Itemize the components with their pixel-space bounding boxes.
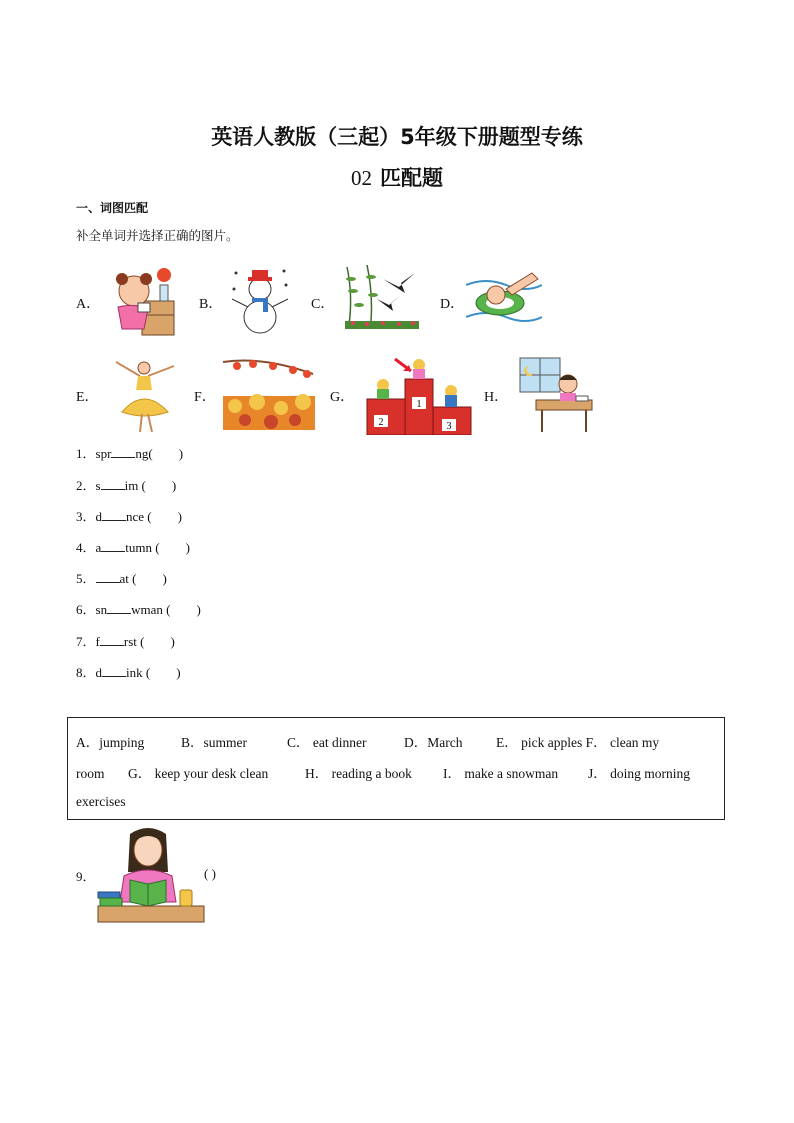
word-option: B．summer (181, 735, 247, 750)
word-bank-box (67, 717, 725, 820)
word-bank-line-3 (76, 794, 125, 810)
answer-blank[interactable] (100, 634, 124, 646)
answer-blank[interactable] (96, 571, 120, 583)
word-option: A．jumping (76, 735, 145, 750)
word-option: C． eat dinner (287, 735, 367, 750)
option-label-g: G． (330, 390, 355, 405)
instruction-text: 补全单词并选择正确的图片。 (76, 228, 239, 243)
question-6: 6．sn wman ( ) (76, 602, 201, 617)
word-option: H． reading a book (305, 766, 412, 781)
answer-blank[interactable] (107, 602, 131, 614)
option-label-c: C． (311, 297, 335, 312)
word-option: room (76, 766, 105, 781)
question-7: 7．f rst ( ) (76, 634, 175, 649)
girl-studying-night-picture (518, 356, 598, 434)
answer-blank[interactable] (102, 665, 126, 677)
word-option: J． doing morning (588, 766, 691, 781)
answer-blank[interactable] (111, 446, 135, 458)
question-9-answer-paren[interactable]: ( ) (204, 866, 216, 881)
option-label-h: H． (484, 390, 509, 405)
section-title: 一、词图匹配 (76, 201, 149, 215)
spring-swallows-picture (343, 265, 421, 331)
word-bank-line-2 (76, 762, 690, 782)
answer-blank[interactable] (101, 478, 125, 490)
snowman-picture (226, 263, 294, 335)
word-option: I． make a snowman (443, 766, 559, 781)
question-5: 5． at ( ) (76, 571, 167, 586)
question-2: 2．s im ( ) (76, 478, 177, 493)
podium-number-2: 2 (378, 417, 384, 428)
question-4: 4．a tumn ( ) (76, 540, 190, 555)
subtitle-number: 02 (351, 166, 372, 190)
question-3: 3．d nce ( ) (76, 509, 182, 524)
option-label-f: F． (194, 390, 216, 405)
question-9-number: 9． (76, 869, 96, 884)
girl-reading-picture (96, 826, 206, 924)
podium-number-3: 3 (446, 421, 452, 432)
answer-blank[interactable] (101, 540, 125, 552)
autumn-leaves-picture (223, 356, 315, 430)
word-option: G． keep your desk clean (128, 766, 269, 781)
question-8: 8．d ink ( ) (76, 665, 181, 680)
option-label-d: D． (440, 297, 465, 312)
option-label-a: A． (76, 297, 101, 312)
word-option: D．March (404, 735, 463, 750)
girl-at-desk-picture (104, 263, 180, 339)
option-label-b: B． (199, 297, 223, 312)
word-option: exercises (76, 794, 126, 809)
page-subtitle (0, 162, 794, 192)
word-bank-line-1 (76, 731, 659, 751)
option-label-e: E． (76, 390, 99, 405)
swimming-boy-picture (466, 265, 542, 327)
answer-blank[interactable] (102, 509, 126, 521)
podium-picture (361, 355, 477, 435)
question-1: 1．spr ng( ) (76, 446, 184, 461)
subtitle-text: 匹配题 (380, 166, 443, 190)
page-title: 英语人教版（三起）5年级下册题型专练 (211, 125, 583, 149)
podium-number-1: 1 (416, 399, 422, 410)
ballet-dancer-picture (112, 358, 178, 434)
word-option: E． pick apples F． clean my (496, 735, 660, 750)
